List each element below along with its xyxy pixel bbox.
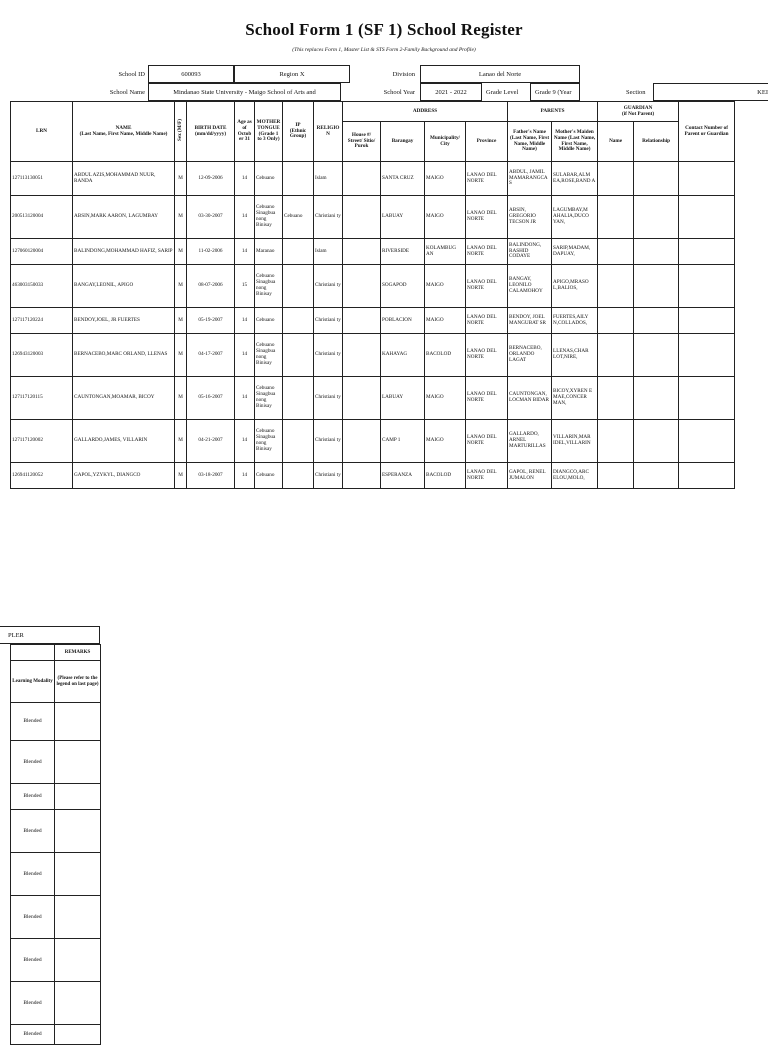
cell-guardian-relationship [634,308,679,334]
cell-father: BANGAY, LEONILO CALAMOHOY [508,265,552,308]
cell-remarks [55,741,101,784]
cell-tongue: Cebuano [255,308,283,334]
lrn-header: LRN [11,102,73,162]
cell-father: GAPOL, RENEL JUMALON [508,463,552,489]
cell-house [343,196,381,239]
cell-father: CAUNTONGAN, LOCMAN BIDAR [508,377,552,420]
remarks-row [11,982,101,1025]
cell-mother: LLENAS,CHAR LOT,NIRE, [552,334,598,377]
cell-religion: Christiani ty [314,420,343,463]
cell-lrn: 127117120002 [11,420,73,463]
cell-name: ABDUL AZIS,MOHAMMAD NUUR, RANDA [73,162,175,196]
cell-guardian-name [598,239,634,265]
cell-barangay: KAHAYAG [381,334,425,377]
cell-house [343,377,381,420]
table-row [11,463,735,489]
cell-province: LANAO DEL NORTE [466,239,508,265]
cell-remarks [55,939,101,982]
cell-guardian-relationship [634,377,679,420]
cell-sex: M [175,162,187,196]
cell-remarks [55,810,101,853]
cell-contact [679,308,735,334]
cell-modality: Blended [11,853,55,896]
cell-municipality: BACOLOD [425,463,466,489]
grade-level-label: Grade Level [486,88,519,96]
remarks-row [11,853,101,896]
page2-header-fragment: PLER [0,626,100,644]
cell-mother: DIANGCO,ARC ELOU,MOLO, [552,463,598,489]
register-table [10,101,735,489]
cell-age: 14 [235,162,255,196]
cell-ip [283,420,314,463]
school-id-label: School ID [118,70,145,78]
cell-modality: Blended [11,896,55,939]
cell-sex: M [175,308,187,334]
cell-guardian-relationship [634,463,679,489]
cell-municipality: MAIGO [425,420,466,463]
cell-municipality: MAIGO [425,377,466,420]
cell-tongue: Maranao [255,239,283,265]
cell-barangay: SOGAPOD [381,265,425,308]
cell-guardian-relationship [634,196,679,239]
sex-header: Sex (M/F) [175,102,187,162]
cell-ip [283,265,314,308]
school-year-value: 2021 - 2022 [420,83,482,101]
cell-religion: Islam [314,239,343,265]
cell-modality: Blended [11,703,55,741]
cell-tongue: Cebuano Sinagbua nong Binisay [255,377,283,420]
cell-father: GALLARDO, ARNEL MARTURILLAS [508,420,552,463]
cell-guardian-name [598,162,634,196]
table-row [11,265,735,308]
cell-province: LANAO DEL NORTE [466,162,508,196]
cell-tongue: Cebuano Sinagbua nong Binisay [255,196,283,239]
cell-modality: Blended [11,1025,55,1045]
cell-birth: 05-19-2007 [187,308,235,334]
cell-age: 14 [235,420,255,463]
remarks-table [10,644,101,1045]
cell-lrn: 126943120003 [11,334,73,377]
guardian-header: GUARDIAN (if Not Parent) [598,102,679,122]
birth-header: BIRTH DATE (mm/dd/yyyy) [187,102,235,162]
cell-lrn: 463003150033 [11,265,73,308]
cell-municipality: KOLAMBUG AN [425,239,466,265]
cell-guardian-relationship [634,420,679,463]
cell-father: BENDOY, JOEL MANGUBAT SR [508,308,552,334]
cell-contact [679,265,735,308]
remarks-row [11,810,101,853]
cell-modality: Blended [11,982,55,1025]
cell-mother: BICOY,XYREN E MAE,CONCER MAN, [552,377,598,420]
cell-province: LANAO DEL NORTE [466,265,508,308]
cell-guardian-relationship [634,334,679,377]
cell-name: GALLARDO,JAMES, VILLARIN [73,420,175,463]
cell-modality: Blended [11,784,55,810]
cell-guardian-name [598,308,634,334]
cell-birth: 03-18-2007 [187,463,235,489]
ip-header: IP (Ethnic Group) [283,102,314,162]
cell-guardian-relationship [634,162,679,196]
modality-header: Learning Modality [11,661,55,703]
cell-age: 15 [235,265,255,308]
cell-age: 14 [235,334,255,377]
division-value: Lanao del Norte [420,65,580,83]
cell-province: LANAO DEL NORTE [466,308,508,334]
legend-note: (Please refer to the legend on last page) [55,661,101,703]
remarks-row [11,703,101,741]
cell-province: LANAO DEL NORTE [466,463,508,489]
cell-municipality: MAIGO [425,196,466,239]
cell-birth: 05-16-2007 [187,377,235,420]
cell-name: BENDOY,JOEL, JR FUERTES [73,308,175,334]
cell-mother: SARIP,MADAM, DAPUAY, [552,239,598,265]
religion-header: RELIGIO N [314,102,343,162]
section-label: Section [626,88,646,96]
cell-house [343,265,381,308]
cell-contact [679,239,735,265]
cell-ip [283,463,314,489]
cell-father: ABSIN, GREGORIO TECSON JR [508,196,552,239]
cell-name: ABSIN,MARK AARON, LAGUMBAY [73,196,175,239]
cell-house [343,162,381,196]
cell-ip: Cebuano [283,196,314,239]
modality-top-cell [11,645,55,661]
cell-ip [283,334,314,377]
grade-level-value: Grade 9 (Year [530,83,580,101]
cell-contact [679,420,735,463]
cell-sex: M [175,377,187,420]
school-name-value: Mindanao State University - Maigo School of Arts and [148,83,341,101]
cell-sex: M [175,239,187,265]
cell-house [343,420,381,463]
cell-birth: 11-02-2006 [187,239,235,265]
cell-father: ABDUL, JAMIL MAMARANGCA S [508,162,552,196]
cell-barangay: SANTA CRUZ [381,162,425,196]
cell-birth: 03-30-2007 [187,196,235,239]
age-header: Age as of Octob er 31 [235,102,255,162]
cell-tongue: Cebuano Sinagbua nong Binisay [255,265,283,308]
cell-house [343,308,381,334]
table-row [11,420,735,463]
school-id-value: 600093 [148,65,234,83]
cell-barangay: LABUAY [381,377,425,420]
table-row [11,377,735,420]
cell-mother: FUERTES,AILY N,COLLADOS, [552,308,598,334]
cell-sex: M [175,334,187,377]
cell-religion: Christiani ty [314,308,343,334]
cell-barangay: POBLACION [381,308,425,334]
cell-name: BERNACEBO,MARC ORLAND, LLENAS [73,334,175,377]
division-label: Division [392,70,415,78]
school-year-label: School Year [383,88,415,96]
cell-birth: 04-21-2007 [187,420,235,463]
cell-age: 14 [235,196,255,239]
cell-guardian-name [598,463,634,489]
cell-mother: SULABAR,ALM EA,ROSE,BAND A [552,162,598,196]
cell-name: GAPOL,YZYKYL, DIANGCO [73,463,175,489]
cell-house [343,334,381,377]
cell-ip [283,308,314,334]
cell-contact [679,196,735,239]
cell-age: 14 [235,377,255,420]
province-header: Province [466,122,508,162]
cell-contact [679,377,735,420]
region-value: Region X [234,65,350,83]
table-row [11,308,735,334]
cell-guardian-name [598,196,634,239]
cell-sex: M [175,463,187,489]
remarks-row [11,1025,101,1045]
cell-guardian-name [598,420,634,463]
name-header: NAME (Last Name, First Name, Middle Name) [73,102,175,162]
table-row [11,334,735,377]
cell-tongue: Cebuano Sinagbua nong Binisay [255,334,283,377]
cell-religion: Christiani ty [314,377,343,420]
cell-mother: APIGO,MRASO L,BALIOS, [552,265,598,308]
school-name-label: School Name [109,88,145,96]
cell-remarks [55,703,101,741]
cell-municipality: MAIGO [425,308,466,334]
cell-municipality: BACOLOD [425,334,466,377]
barangay-header: Barangay [381,122,425,162]
table-row [11,196,735,239]
cell-mother: VILLARIN,MAR IDEL,VILLARIN [552,420,598,463]
cell-municipality: MAIGO [425,162,466,196]
table-row [11,239,735,265]
contact-header: Contact Number of Parent or Guardian [679,102,735,162]
cell-remarks [55,896,101,939]
cell-sex: M [175,265,187,308]
cell-remarks [55,1025,101,1045]
cell-contact [679,463,735,489]
cell-remarks [55,784,101,810]
section-value: KEI [653,83,768,101]
municipality-header: Municipality/ City [425,122,466,162]
cell-guardian-name [598,377,634,420]
cell-ip [283,162,314,196]
cell-ip [283,239,314,265]
cell-sex: M [175,420,187,463]
cell-guardian-name [598,334,634,377]
cell-lrn: 127060120004 [11,239,73,265]
cell-province: LANAO DEL NORTE [466,377,508,420]
cell-religion: Christiani ty [314,196,343,239]
cell-father: BALINDONG, RASHID CODAYE [508,239,552,265]
cell-tongue: Cebuano [255,162,283,196]
tongue-header: MOTHER TONGUE (Grade 1 to 3 Only) [255,102,283,162]
cell-tongue: Cebuano Sinagbua nong Binisay [255,420,283,463]
cell-lrn: 127117120224 [11,308,73,334]
cell-name: CAUNTONGAN,MOAMAR, BICOY [73,377,175,420]
cell-religion: Islam [314,162,343,196]
cell-name: BALINDONG,MOHAMMAD HAFIZ, SARIP [73,239,175,265]
house-header: House #/ Street/ Sitio/ Purok [343,122,381,162]
cell-barangay: RIVERSIDE [381,239,425,265]
cell-father: BERNACEBO, ORLANDO LAGAT [508,334,552,377]
cell-contact [679,334,735,377]
cell-barangay: LABUAY [381,196,425,239]
cell-barangay: CAMP 1 [381,420,425,463]
cell-guardian-relationship [634,239,679,265]
form-title: School Form 1 (SF 1) School Register [245,20,523,39]
cell-guardian-relationship [634,265,679,308]
cell-remarks [55,982,101,1025]
cell-ip [283,377,314,420]
cell-remarks [55,853,101,896]
cell-lrn: 200513120004 [11,196,73,239]
table-row [11,162,735,196]
form-subtitle: (This replaces Form 1, Master List & STS Form 2-Family Background and Profile) [292,47,476,53]
remarks-row [11,741,101,784]
cell-sex: M [175,196,187,239]
remarks-row [11,896,101,939]
remarks-row [11,939,101,982]
guardian-relationship-header: Relationship [634,122,679,162]
remarks-row [11,784,101,810]
father-header: Father's Name (Last Name, First Name, Middle Name) [508,122,552,162]
cell-age: 14 [235,463,255,489]
cell-house [343,463,381,489]
cell-age: 14 [235,239,255,265]
cell-birth: 08-07-2006 [187,265,235,308]
cell-birth: 12-09-2006 [187,162,235,196]
cell-province: LANAO DEL NORTE [466,334,508,377]
cell-birth: 04-17-2007 [187,334,235,377]
cell-lrn: 127113130051 [11,162,73,196]
cell-guardian-name [598,265,634,308]
cell-municipality: MAIGO [425,265,466,308]
cell-religion: Christiani ty [314,265,343,308]
cell-lrn: 126941120052 [11,463,73,489]
guardian-name-header: Name [598,122,634,162]
cell-contact [679,162,735,196]
cell-lrn: 127117120115 [11,377,73,420]
cell-mother: LAGUMBAY,M AHALIA,DUCO YAN, [552,196,598,239]
cell-tongue: Cebuano [255,463,283,489]
mother-header: Mother's Maiden Name (Last Name, First Name, Middle Name) [552,122,598,162]
remarks-header: REMARKS [55,645,101,661]
address-header: ADDRESS [343,102,508,122]
cell-barangay: ESPERANZA [381,463,425,489]
cell-province: LANAO DEL NORTE [466,196,508,239]
cell-province: LANAO DEL NORTE [466,420,508,463]
cell-modality: Blended [11,741,55,784]
cell-modality: Blended [11,939,55,982]
cell-age: 14 [235,308,255,334]
cell-name: BANGAY,LEONIL, APIGO [73,265,175,308]
parents-header: PARENTS [508,102,598,122]
cell-religion: Christiani ty [314,334,343,377]
cell-religion: Christiani ty [314,463,343,489]
cell-house [343,239,381,265]
cell-modality: Blended [11,810,55,853]
